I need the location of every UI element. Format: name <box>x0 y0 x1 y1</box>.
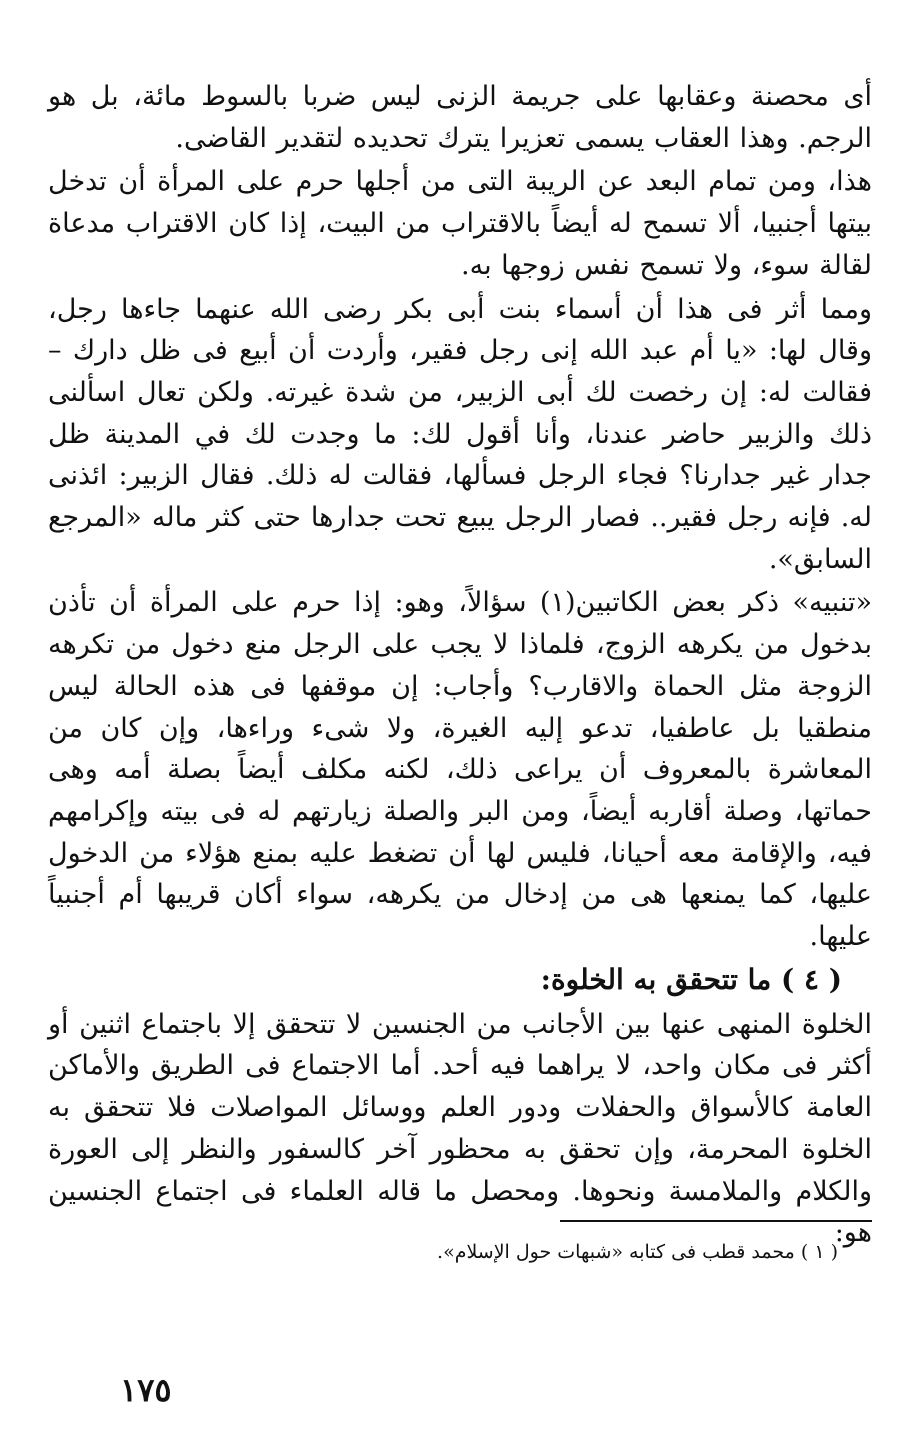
book-page <box>48 76 873 1409</box>
paragraph-khalwa-definition: الخلوة المنهى عنها بين الأجانب من الجنسين لا تتحقق إلا باجتماع اثنين أو أكثر فى مكان واحد، لا يراهما فيه أحد. أما الاجتماع فى الطريق والأماكن العامة كالأسواق والحفلات ودور العلم ووسائل المواصلات فلا تتحقق به الخلوة المحرمة، وإن تحقق به محظور آخر كالسفور والنظر إلى العورة والكلام والملامسة ونحوها. ومحصل ما قاله العلماء فى اجتماع الجنسين هو: <box>48 1008 872 1249</box>
section-heading: ( ٤ ) ما تتحقق به الخلوة: <box>540 962 842 996</box>
footnote: ( ١ ) محمد قطب فى كتابه «شبهات حول الإسلام». <box>437 1241 838 1263</box>
paragraph-note: «تنبيه» ذكر بعض الكاتبين(١) سؤالاً، وهو: إذا حرم على المرأة أن تأذن بدخول من يكرهه الزوج، فلماذا لا يجب على الرجل منع دخول من تكرهه الزوجة مثل الحماة والاقارب؟ وأجاب: إن موقفها فى هذه الحالة ليس منطقيا بل عاطفيا، تدعو إليه الغيرة، ولا شىء وراءها، وإن كان من المعاشرة بالمعروف أن يراعى ذلك، لكنه مكلف أيضاً بصلة أمه وهى حماتها، وصلة أقاربه أيضاً، ومن البر والصلة زيارتهم له فى بيته وإكرامهم فيه، والإقامة معه أحيانا، فليس لها أن تضغط عليه بمنع هؤلاء من الدخول عليها، كما يمنعها هى من إدخال من يكرهه، سواء أكان قريبها أم أجنبياً عليها. <box>48 587 873 953</box>
paragraph-asma-story: ومما أثر فى هذا أن أسماء بنت أبى بكر رضى الله عنهما جاءها رجل، وقال لها: «يا أم عبد الله إنى رجل فقير، وأردت أن أبيع فى ظل دارك – فقالت له: إن رخصت لك أبى الزبير، من شدة غيرته. ولكن تعال اسألنى ذلك والزبير حاضر عندنا، وأنا أقول لك: ما وجدت لك في المدينة ظل جدار غير جدارنا؟ فجاء الرجل فسألها، فقالت له ذلك. فقال الزبير: ائذنى له. فإنه رجل فقير.. فصار الرجل يبيع تحت جدارها حتى كثر ماله «المرجع السابق». <box>48 293 872 575</box>
paragraph-adultery-punishment: أى محصنة وعقابها على جريمة الزنى ليس ضربا بالسوط مائة، بل هو الرجم. وهذا العقاب يسمى تعزيرا يترك تحديده لتقدير القاضى. <box>48 81 872 154</box>
footnote-divider <box>560 1220 872 1222</box>
paragraph-avoid-suspicion: هذا، ومن تمام البعد عن الريبة التى من أجلها حرم على المرأة أن تدخل بيتها أجنبيا، ألا تسمح له أيضاً بالاقتراب من البيت، إذا كان الاقتراب مدعاة لقالة سوء، ولا تسمح نفس زوجها به. <box>48 166 872 281</box>
page-number: ١٧٥ <box>120 1371 172 1409</box>
